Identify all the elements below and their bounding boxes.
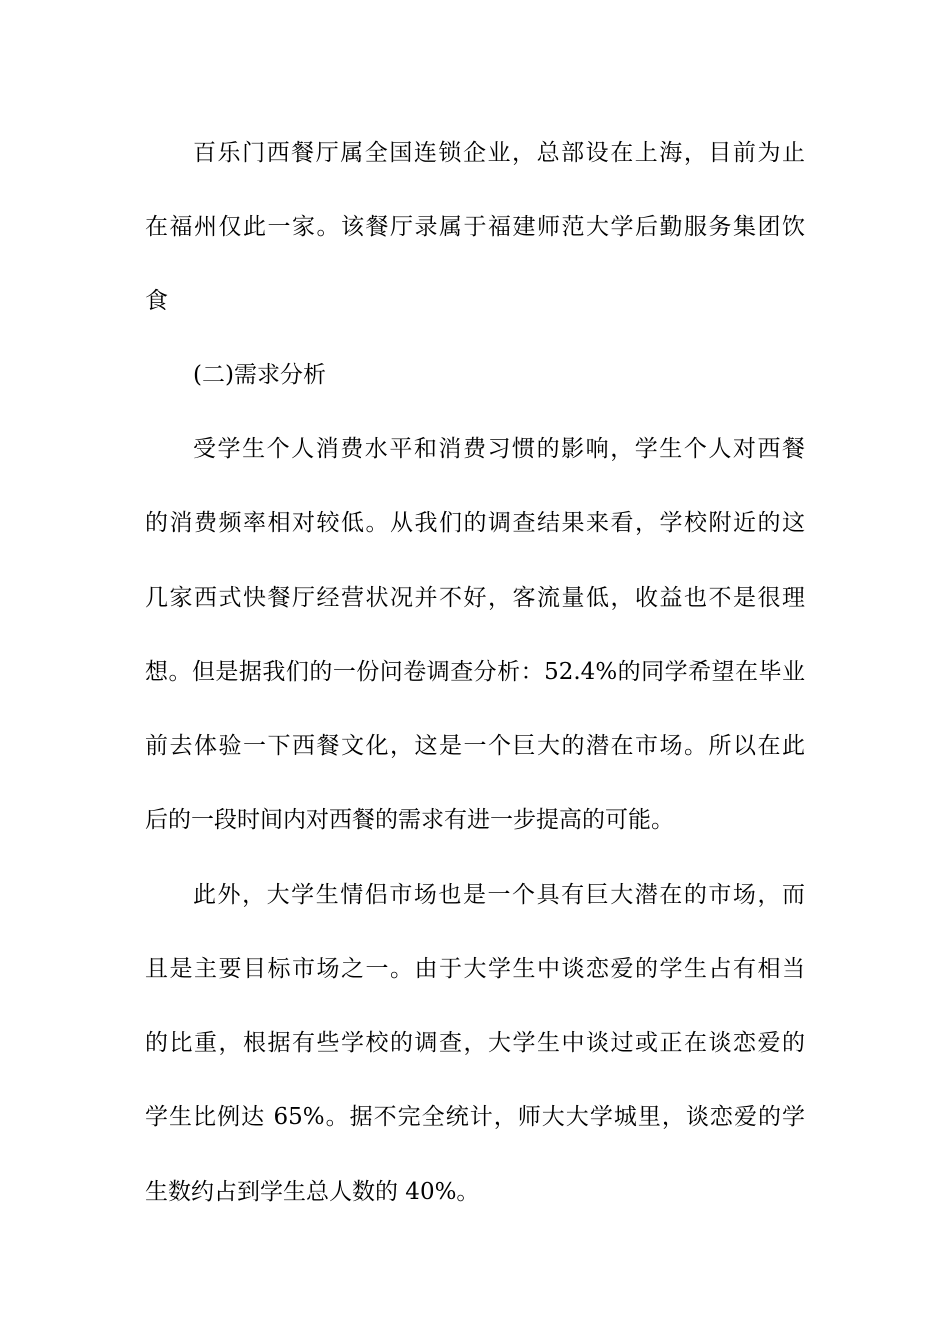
paragraph-2-line-4: 想。但是据我们的一份问卷调查分析：52.4%的同学希望在毕业	[145, 659, 805, 685]
paragraph-2-line-2: 的消费频率相对较低。从我们的调查结果来看，学校附近的这	[145, 510, 805, 536]
paragraph-2-line-3: 几家西式快餐厅经营状况并不好，客流量低，收益也不是很理	[145, 585, 805, 611]
paragraph-2-line-5: 前去体验一下西餐文化，这是一个巨大的潜在市场。所以在此	[145, 733, 805, 759]
paragraph-3-line-1: 此外，大学生情侣市场也是一个具有巨大潜在的市场，而	[193, 882, 805, 908]
paragraph-1-line-1: 百乐门西餐厅属全国连锁企业，总部设在上海，目前为止	[193, 140, 805, 166]
paragraph-1-line-2: 在福州仅此一家。该餐厅录属于福建师范大学后勤服务集团饮	[145, 214, 805, 240]
paragraph-3-line-2: 且是主要目标市场之一。由于大学生中谈恋爱的学生占有相当	[145, 956, 805, 982]
paragraph-3-line-5: 生数约占到学生总人数的 40%。	[145, 1179, 480, 1205]
paragraph-3-line-4: 学生比例达 65%。据不完全统计，师大大学城里，谈恋爱的学	[145, 1104, 805, 1130]
section-heading: (二)需求分析	[193, 362, 326, 388]
paragraph-1-line-3: 食	[145, 288, 168, 314]
paragraph-2-line-6: 后的一段时间内对西餐的需求有进一步提高的可能。	[145, 807, 674, 833]
paragraph-3-line-3: 的比重，根据有些学校的调查，大学生中谈过或正在谈恋爱的	[145, 1030, 805, 1056]
paragraph-2-line-1: 受学生个人消费水平和消费习惯的影响，学生个人对西餐	[193, 436, 805, 462]
